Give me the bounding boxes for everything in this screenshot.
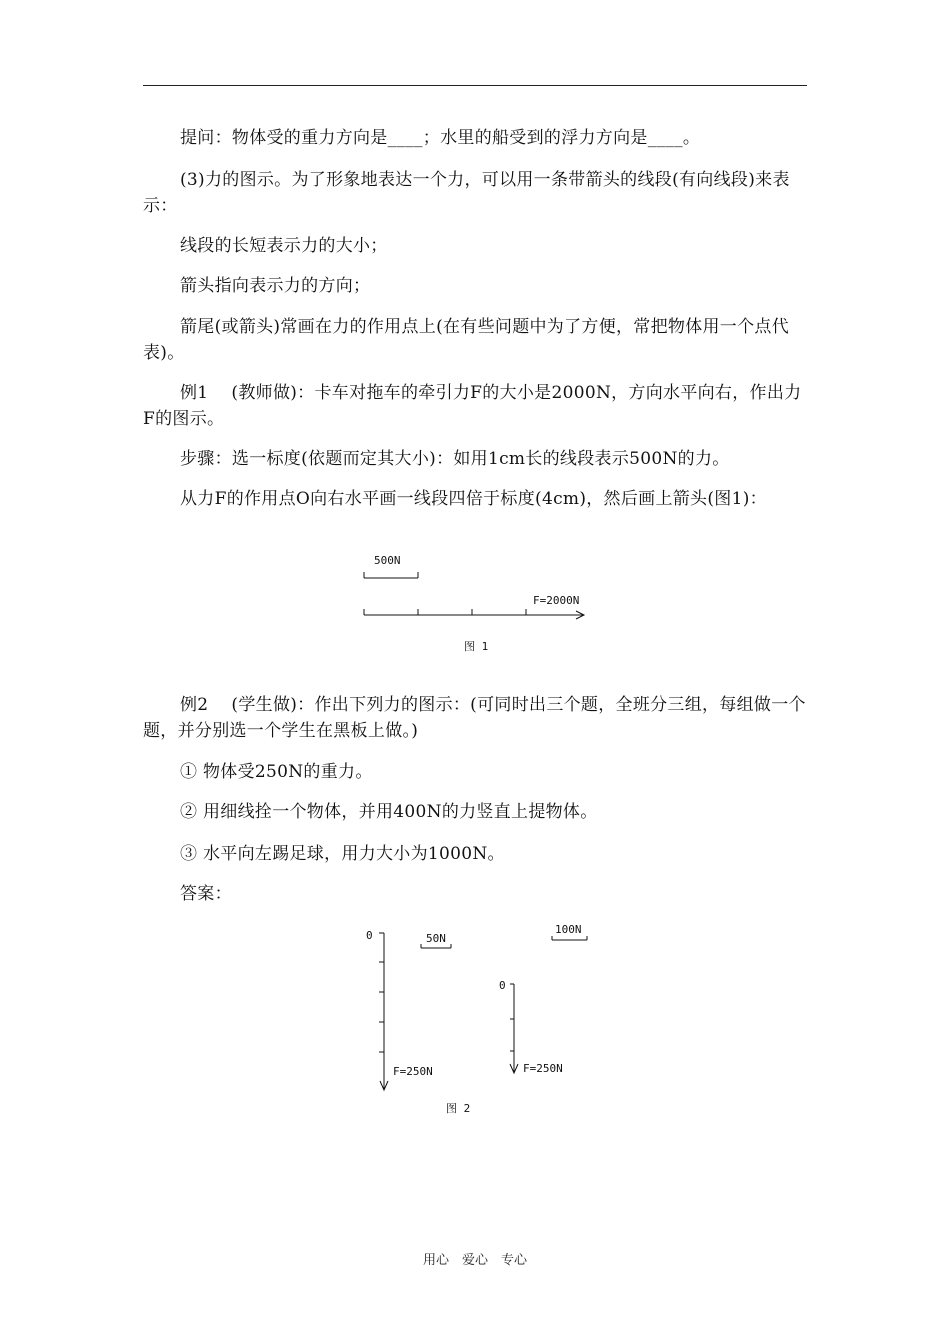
fig2-left-force-label: F=250N	[393, 1065, 433, 1078]
fig2-right-force-arrow	[510, 984, 518, 1073]
fig2-right-origin: 0	[499, 979, 506, 992]
answer-label: 答案：	[180, 884, 232, 904]
item-2: ② 用细线拴一个物体，并用400N的力竖直上提物体。	[180, 802, 598, 822]
fig1-force-arrow	[364, 609, 584, 619]
item-1: ① 物体受250N的重力。	[180, 762, 373, 782]
figure-1	[350, 548, 610, 658]
fig1-force-label: F=2000N	[533, 594, 580, 607]
page-footer: 用心 爱心 专心	[422, 1253, 527, 1268]
fig2-right-scale-label: 100N	[555, 923, 582, 936]
tail-rule: 箭尾(或箭头)常画在力的作用点上(在有些问题中为了方便，常把物体用一个点代表)。	[143, 317, 789, 363]
arrow-rule: 箭头指向表示力的方向；	[180, 276, 371, 296]
fig1-scale-bar	[364, 572, 418, 578]
question-gravity-direction: 提问：物体受的重力方向是____；水里的船受到的浮力方向是____。	[180, 128, 701, 148]
length-rule: 线段的长短表示力的大小；	[180, 236, 388, 256]
fig1-scale-label: 500N	[374, 554, 401, 567]
fig2-caption: 图 2	[446, 1102, 471, 1115]
figure-2	[360, 918, 610, 1118]
item-3: ③ 水平向左踢足球，用力大小为1000N。	[180, 844, 505, 864]
fig2-right-force-label: F=250N	[523, 1062, 563, 1075]
fig1-caption: 图 1	[464, 640, 489, 653]
force-diagram-intro: (3)力的图示。为了形象地表达一个力，可以用一条带箭头的线段(有向线段)来表示：	[143, 170, 790, 216]
example-1-text: 例1 (教师做)：卡车对拖车的牵引力F的大小是2000N，方向水平向右，作出力F的图示。	[143, 383, 802, 429]
fig2-left-origin: 0	[366, 929, 373, 942]
draw-instruction: 从力F的作用点O向右水平画一线段四倍于标度(4cm)，然后画上箭头(图1)：	[180, 489, 767, 509]
fig2-left-force-arrow	[379, 933, 388, 1090]
header-rule	[143, 85, 807, 86]
fig2-right-scale-bar	[552, 936, 587, 940]
step-text: 步骤：选一标度(依题而定其大小)：如用1cm长的线段表示500N的力。	[180, 449, 730, 469]
fig2-left-scale-label: 50N	[426, 932, 446, 945]
example-2-text: 例2 (学生做)：作出下列力的图示：(可同时出三个题，全班分三组，每组做一个题，并分别选一个学生在黑板上做。)	[143, 695, 806, 741]
